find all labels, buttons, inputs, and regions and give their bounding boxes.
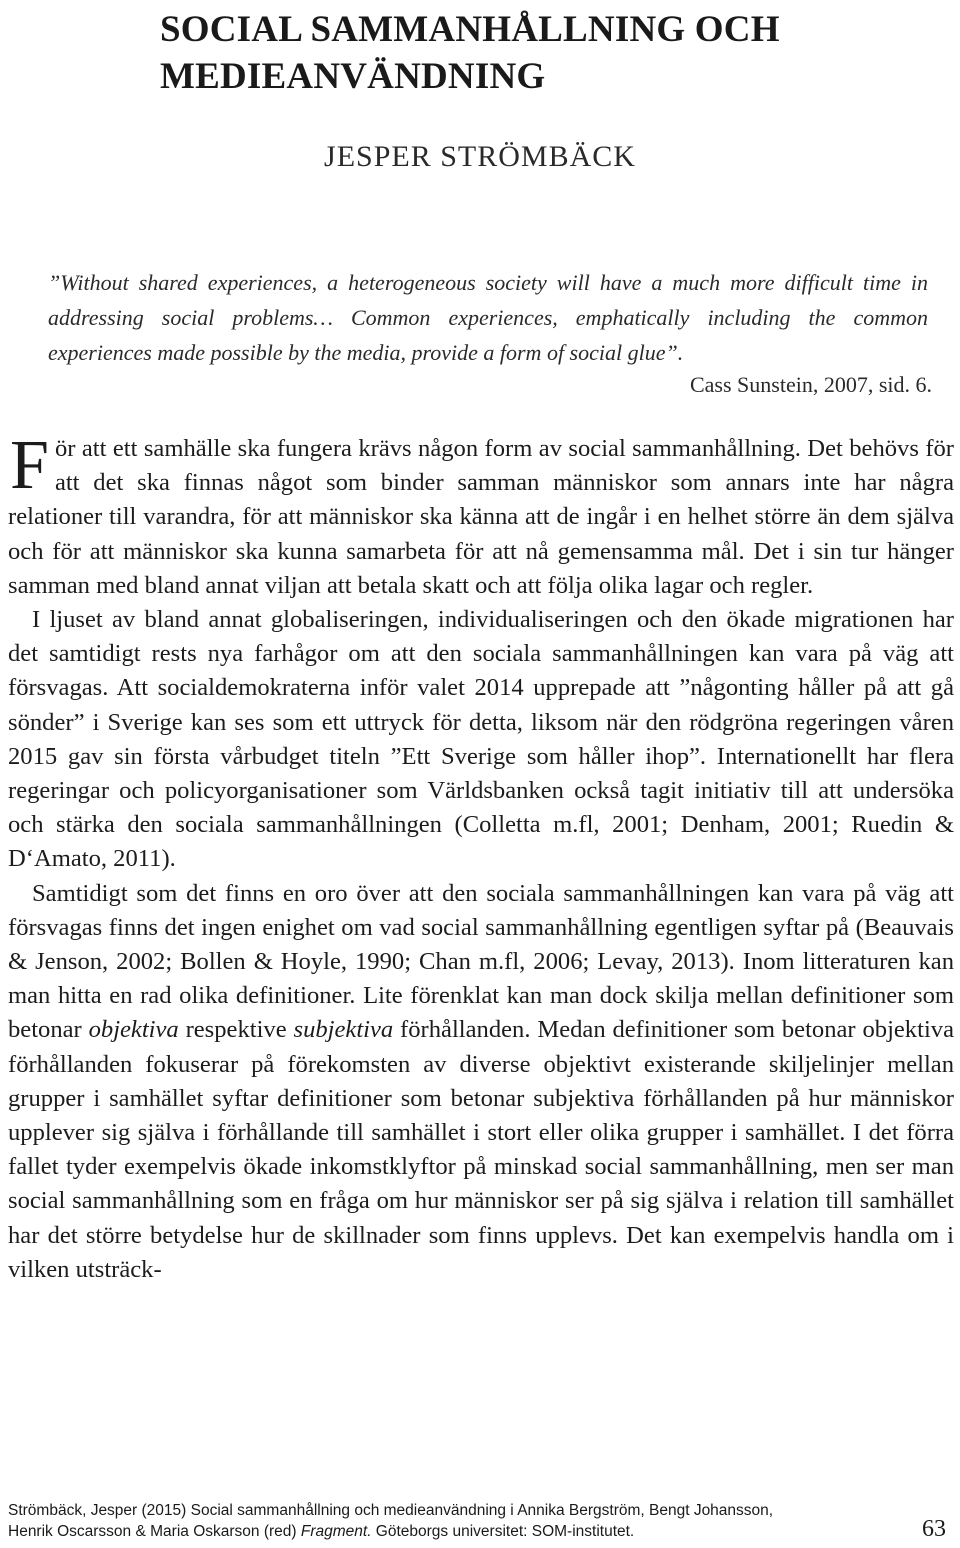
paragraph-3-text-a: Samtidigt som det finns en oro över att den sociala sammanhållningen kan vara på väg att försvagas finns det ingen enighet om vad social sammanhållning egentligen syftar på (Beauvais & Jenson, 2002; Bollen & Hoyle, 1990; Chan m.fl, 2006; Levay, 2013). Inom litteraturen kan man hitta en rad olika definitioner. Lite förenklat kan man dock skilja mellan definitioner som betonar <box>8 879 954 1044</box>
body-text <box>8 427 954 1287</box>
paragraph-3 <box>8 877 954 1287</box>
emphasis-objektiva: objektiva <box>88 1016 179 1044</box>
page-number: 63 <box>922 1516 946 1542</box>
footer-book-title: Fragment. <box>300 1523 372 1540</box>
footer-line-2-b: Göteborgs universitet: SOM-institutet. <box>371 1523 635 1540</box>
author-name: JESPER STRÖMBÄCK <box>324 140 636 173</box>
paragraph-1 <box>8 427 954 603</box>
footer-line-1: Strömbäck, Jesper (2015) Social sammanhållning och medieanvändning i Annika Bergström, Bengt Johansson, <box>8 1502 774 1519</box>
paragraph-1-text: ör att ett samhälle ska fungera krävs någon form av social sammanhållning. Det behövs för att det ska finnas något som binder samman människor som annars inte har några relationer till varandra, för att människor ska känna att de ingår i en helhet större än dem själva och för att människor ska kunna samarbeta för att nå gemensamma mål. Det i sin tur hänger samman med bland annat viljan att betala skatt och att följa olika lagar och regler. <box>8 435 954 599</box>
footer-line-2 <box>8 1521 888 1542</box>
paragraph-3-text-c: förhållanden. Medan definitioner som betonar objektiva förhållanden fokuserar på förekomsten av diverse objektivt existerande skiljelinjer mellan grupper i samhället syftar definitioner som betonar subjektiva förhållanden på hur människor upplever sig själva i förhållande till samhället i stort eller olika grupper i samhället. I det förra fallet tyder exempelvis ökade inkomstklyftor på minskad social sammanhållning, men ser man social sammanhållning som en fråga om hur människor ser på sig själva i relation till samhället har det större betydelse hur de skillnader som finns upplevs. Det kan exempelvis handla om i vilken utsträck- <box>8 1016 954 1283</box>
citation-footer <box>8 1500 888 1542</box>
epigraph-quote: ”Without shared experiences, a heterogeneous society will have a much more difficult time in addressing social problems… Common experiences, emphatically including the common experiences made possible by the media, provide a form of social glue”. <box>48 270 928 365</box>
paragraph-2: I ljuset av bland annat globaliseringen, individualiseringen och den ökade migrationen har det samtidigt rests nya farhågor om att den sociala sammanhållningen kan vara på väg att försvagas. Att socialdemokraterna inför valet 2014 upprepade att ”någonting håller på att gå sönder” i Sverige kan ses som ett uttryck för detta, liksom när den rödgröna regeringen våren 2015 gav sin första vårbudget titeln ”Ett Sverige som håller ihop”. Internationellt har flera regeringar och policyorganisationer som Världsbanken också tagit initiativ till att undersöka och stärka den sociala sammanhållningen (Colletta m.fl, 2001; Denham, 2001; Ruedin & D‘Amato, 2011). <box>8 606 954 873</box>
chapter-title: SOCIAL SAMMANHÅLLNING OCH MEDIEANVÄNDNING <box>160 9 780 97</box>
paragraph-3-text-b: respektive <box>178 1016 294 1044</box>
emphasis-subjektiva: subjektiva <box>293 1016 394 1044</box>
footer-line-2-a: Henrik Oscarsson & Maria Oskarson (red) <box>8 1523 301 1540</box>
epigraph-source: Cass Sunstein, 2007, sid. 6. <box>689 372 932 397</box>
drop-cap: F <box>10 427 49 504</box>
